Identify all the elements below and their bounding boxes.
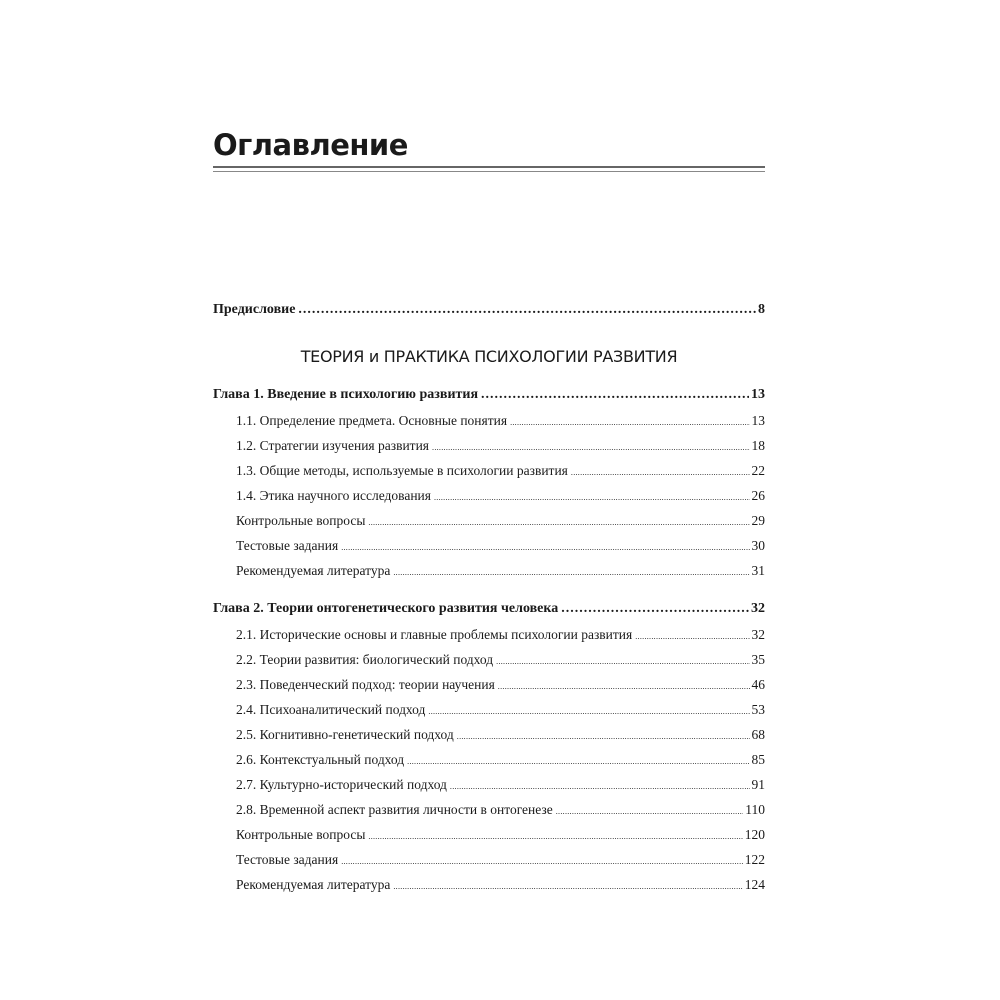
entry-label: 2.1. Исторические основы и главные проблемы психологии развития: [236, 627, 633, 642]
toc-entry-chapter[interactable]: [213, 600, 765, 618]
entry-page: 32: [751, 627, 765, 642]
toc-entry[interactable]: [236, 462, 765, 482]
entry-page: 8: [758, 302, 765, 317]
entry-page: 18: [751, 438, 765, 453]
entry-page: 30: [751, 538, 765, 553]
dot-leader: [457, 726, 750, 746]
entry-label: 1.1. Определение предмета. Основные понятия: [236, 413, 508, 428]
entry-page: 31: [751, 563, 765, 578]
entry-label: Глава 1. Введение в психологию развития: [213, 387, 479, 402]
toc-entry[interactable]: [236, 701, 765, 721]
entry-page: 35: [751, 652, 765, 667]
toc-entry[interactable]: [236, 751, 765, 771]
toc-entry[interactable]: [236, 726, 765, 746]
toc-entry[interactable]: [236, 412, 765, 432]
toc-entry[interactable]: [236, 537, 765, 557]
toc-entry[interactable]: [236, 562, 765, 582]
dot-leader: [298, 301, 756, 319]
dot-leader: [561, 600, 749, 618]
entry-page: 22: [751, 463, 765, 478]
entry-label: Тестовые задания: [236, 538, 339, 553]
entry-label: Тестовые задания: [236, 852, 339, 867]
entry-label: 2.6. Контекстуальный подход: [236, 752, 405, 767]
entry-label: 2.2. Теории развития: биологический подход: [236, 652, 494, 667]
toc-entry[interactable]: [236, 776, 765, 796]
dot-leader: [368, 826, 742, 846]
entry-page: 85: [751, 752, 765, 767]
toc-entry[interactable]: [236, 437, 765, 457]
toc-entry-preface[interactable]: [213, 301, 765, 319]
entry-label: 2.8. Временной аспект развития личности в онтогенезе: [236, 802, 553, 817]
entry-label: 2.3. Поведенческий подход: теории научения: [236, 677, 495, 692]
title-rule: [213, 171, 765, 172]
toc-entry[interactable]: [236, 801, 765, 821]
dot-leader: [510, 412, 749, 432]
section-heading: ТЕОРИЯ и ПРАКТИКА ПСИХОЛОГИИ РАЗВИТИЯ: [300, 347, 678, 366]
dot-leader: [368, 512, 749, 532]
dot-leader: [450, 776, 750, 796]
dot-leader: [498, 676, 750, 696]
entry-label: Глава 2. Теории онтогенетического развития человека: [213, 601, 559, 616]
entry-label: 2.5. Когнитивно-генетический подход: [236, 727, 454, 742]
entry-page: 32: [751, 601, 765, 616]
dot-leader: [428, 701, 749, 721]
toc-entry[interactable]: [236, 626, 765, 646]
dot-leader: [341, 851, 743, 871]
entry-label: Рекомендуемая литература: [236, 877, 391, 892]
dot-leader: [341, 537, 749, 557]
dot-leader: [635, 626, 749, 646]
toc-entry[interactable]: [236, 512, 765, 532]
entry-label: Предисловие: [213, 302, 296, 317]
entry-page: 46: [751, 677, 765, 692]
dot-leader: [434, 487, 750, 507]
entry-page: 91: [751, 777, 765, 792]
toc-entry-chapter[interactable]: [213, 386, 765, 404]
entry-label: 2.7. Культурно-исторический подход: [236, 777, 447, 792]
entry-label: 1.2. Стратегии изучения развития: [236, 438, 430, 453]
dot-leader: [481, 386, 749, 404]
entry-label: 1.3. Общие методы, используемые в психологии развития: [236, 463, 568, 478]
entry-label: 1.4. Этика научного исследования: [236, 488, 431, 503]
dot-leader: [496, 651, 749, 671]
dot-leader: [571, 462, 750, 482]
dot-leader: [556, 801, 744, 821]
entry-page: 68: [751, 727, 765, 742]
entry-page: 124: [744, 877, 765, 892]
entry-label: Контрольные вопросы: [236, 513, 366, 528]
entry-page: 29: [751, 513, 765, 528]
toc-entry[interactable]: [236, 487, 765, 507]
toc-entry[interactable]: [236, 676, 765, 696]
entry-page: 53: [751, 702, 765, 717]
dot-leader: [432, 437, 749, 457]
entry-page: 110: [745, 802, 765, 817]
dot-leader: [407, 751, 749, 771]
dot-leader: [393, 876, 742, 896]
dot-leader: [393, 562, 749, 582]
entry-page: 120: [744, 827, 765, 842]
page-title: Оглавление: [213, 128, 408, 162]
entry-label: Рекомендуемая литература: [236, 563, 391, 578]
entry-page: 13: [751, 387, 765, 402]
entry-page: 26: [751, 488, 765, 503]
entry-page: 13: [751, 413, 765, 428]
toc-entry[interactable]: [236, 851, 765, 871]
entry-label: Контрольные вопросы: [236, 827, 366, 842]
toc-entry[interactable]: [236, 651, 765, 671]
toc-entry[interactable]: [236, 826, 765, 846]
title-rule: [213, 166, 765, 168]
entry-label: 2.4. Психоаналитический подход: [236, 702, 426, 717]
toc-entry[interactable]: [236, 876, 765, 896]
entry-page: 122: [744, 852, 765, 867]
